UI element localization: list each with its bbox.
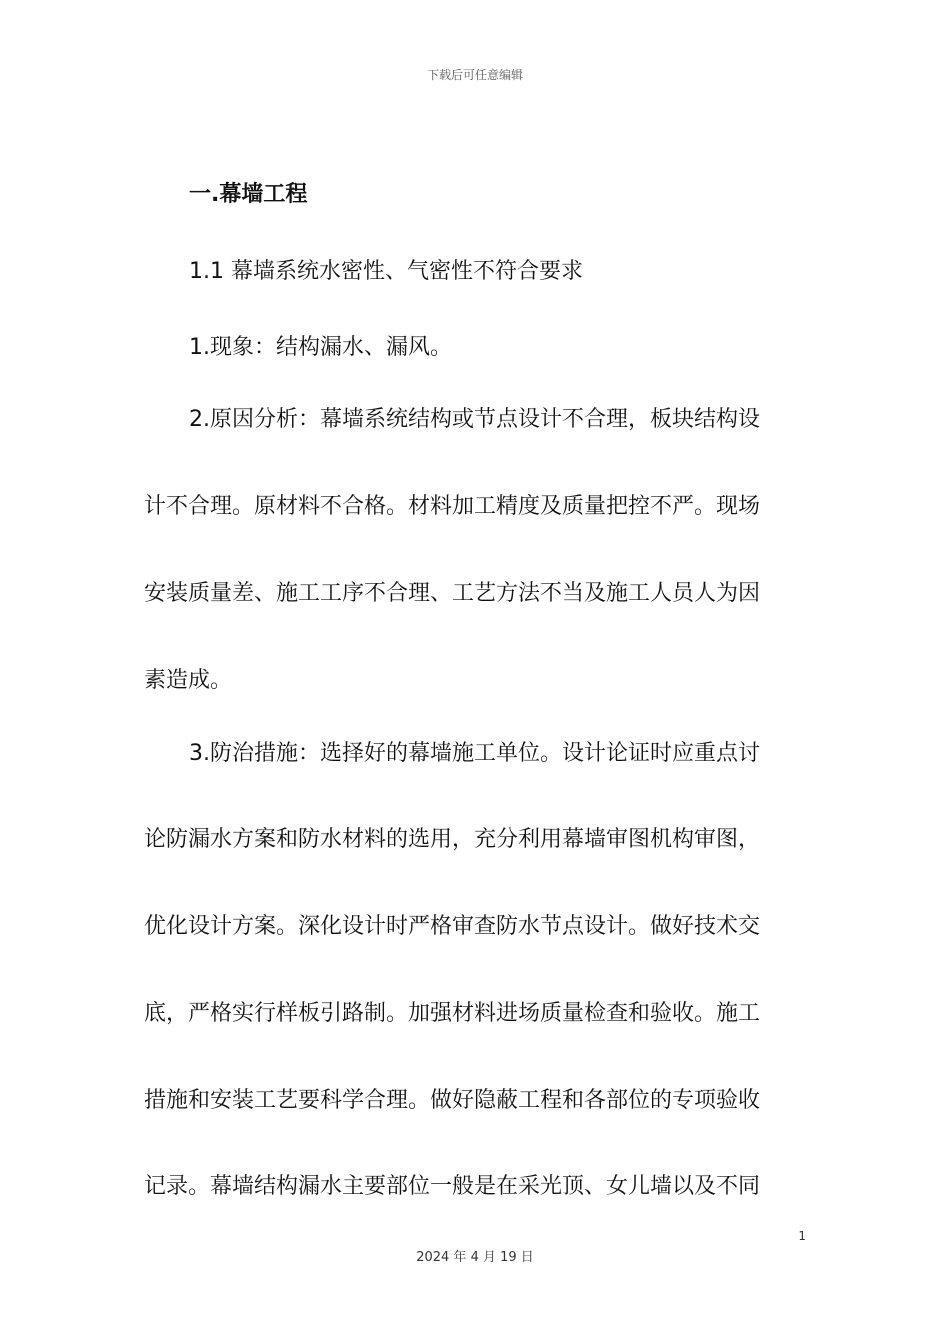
section-heading: 一.幕墙工程 [189, 182, 308, 207]
paragraph-line: 3.防治措施：选择好的幕墙施工单位。设计论证时应重点讨 [189, 741, 760, 766]
paragraph-line: 记录。幕墙结构漏水主要部位一般是在采光顶、女儿墙以及不同 [144, 1174, 761, 1199]
paragraph-line: 措施和安装工艺要科学合理。做好隐蔽工程和各部位的专项验收 [144, 1088, 761, 1113]
paragraph-line: 1.现象：结构漏水、漏风。 [189, 335, 452, 360]
footer-date: 2024 年 4 月 19 日 [416, 1250, 534, 1265]
page-header: 下载后可任意编辑 [426, 68, 523, 82]
subsection-heading: 1.1 幕墙系统水密性、气密性不符合要求 [189, 259, 583, 284]
paragraph-line: 安装质量差、施工工序不合理、工艺方法不当及施工人员人为因 [144, 581, 761, 606]
paragraph-line: 优化设计方案。深化设计时严格审查防水节点设计。做好技术交 [144, 914, 761, 939]
paragraph-line: 素造成。 [144, 668, 233, 693]
paragraph-line: 2.原因分析：幕墙系统结构或节点设计不合理，板块结构设 [189, 407, 760, 432]
paragraph-line: 计不合理。原材料不合格。材料加工精度及质量把控不严。现场 [144, 494, 761, 519]
paragraph-line: 论防漏水方案和防水材料的选用，充分利用幕墙审图机构审图， [144, 827, 761, 852]
paragraph-line: 底，严格实行样板引路制。加强材料进场质量检查和验收。施工 [144, 1001, 761, 1026]
page-number: 1 [798, 1229, 806, 1243]
